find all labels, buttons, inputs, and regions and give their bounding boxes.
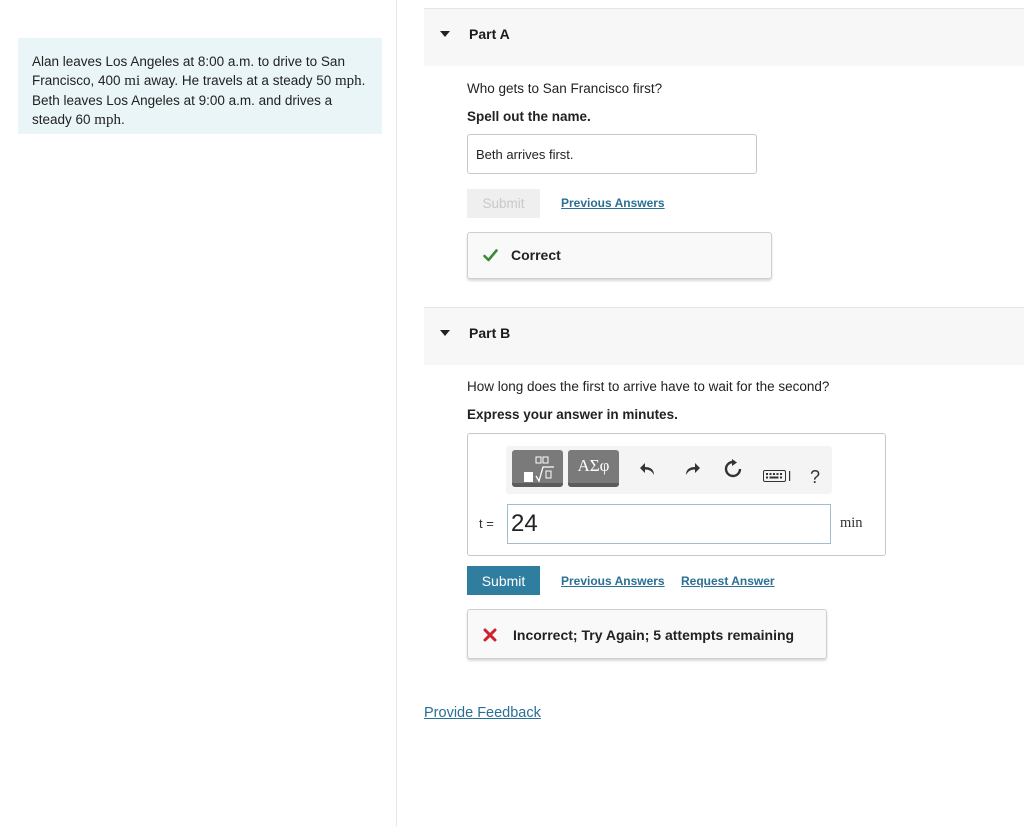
unit-mi: mi [124, 73, 141, 89]
part-a-instruction: Spell out the name. [467, 109, 591, 124]
part-b-feedback [467, 609, 827, 659]
part-b-previous-answers-link[interactable]: Previous Answers [561, 574, 665, 588]
part-a-previous-answers-link[interactable]: Previous Answers [561, 196, 665, 210]
feedback-text: Incorrect; Try Again; 5 attempts remaining [513, 627, 795, 643]
undo-icon[interactable] [639, 460, 657, 483]
part-b-header[interactable] [424, 307, 1024, 365]
collapse-caret-icon[interactable] [440, 31, 450, 37]
part-b-submit-button[interactable]: Submit [467, 566, 540, 595]
problem-text: . Beth leaves Los Angeles at 9:00 a.m. and drives a steady 60 [32, 73, 366, 127]
problem-text: away. He travels at a steady 50 [140, 73, 335, 88]
column-divider [396, 0, 397, 826]
part-a-title: Part A [469, 26, 510, 42]
unit-label: min [840, 515, 863, 531]
part-a-submit-button[interactable]: Submit [467, 189, 540, 218]
templates-icon [512, 450, 563, 483]
help-button[interactable]: ? [810, 467, 821, 487]
part-a-answer-input[interactable] [467, 134, 757, 174]
templates-button[interactable] [512, 450, 563, 487]
part-a-header[interactable] [424, 8, 1024, 66]
check-icon [483, 249, 498, 262]
part-b-question: How long does the first to arrive have to wait for the second? [467, 379, 830, 394]
part-b-instruction: Express your answer in minutes. [467, 407, 678, 422]
unit-mph: mph [335, 73, 362, 89]
problem-text: . [120, 112, 125, 127]
part-a-feedback [467, 232, 772, 279]
keyboard-icon[interactable] [763, 469, 793, 488]
part-b-answer-input[interactable] [507, 504, 831, 544]
request-answer-link[interactable]: Request Answer [681, 574, 775, 588]
unit-mph: mph [94, 112, 121, 128]
part-a-question: Who gets to San Francisco first? [467, 81, 663, 96]
reset-icon[interactable] [723, 459, 743, 484]
x-icon [483, 628, 497, 642]
symbols-button[interactable]: ΑΣφ [568, 450, 619, 487]
problem-statement [18, 38, 382, 134]
provide-feedback-link[interactable]: Provide Feedback [424, 705, 541, 721]
redo-icon[interactable] [683, 460, 701, 483]
math-toolbar [506, 446, 832, 494]
feedback-text: Correct [511, 247, 561, 263]
collapse-caret-icon[interactable] [440, 330, 450, 336]
problem-text: Alan leaves Los Angeles at 8:00 a.m. to drive to San Francisco, 400 [32, 54, 345, 88]
part-b-title: Part B [469, 325, 511, 341]
variable-label: t = [479, 516, 494, 531]
